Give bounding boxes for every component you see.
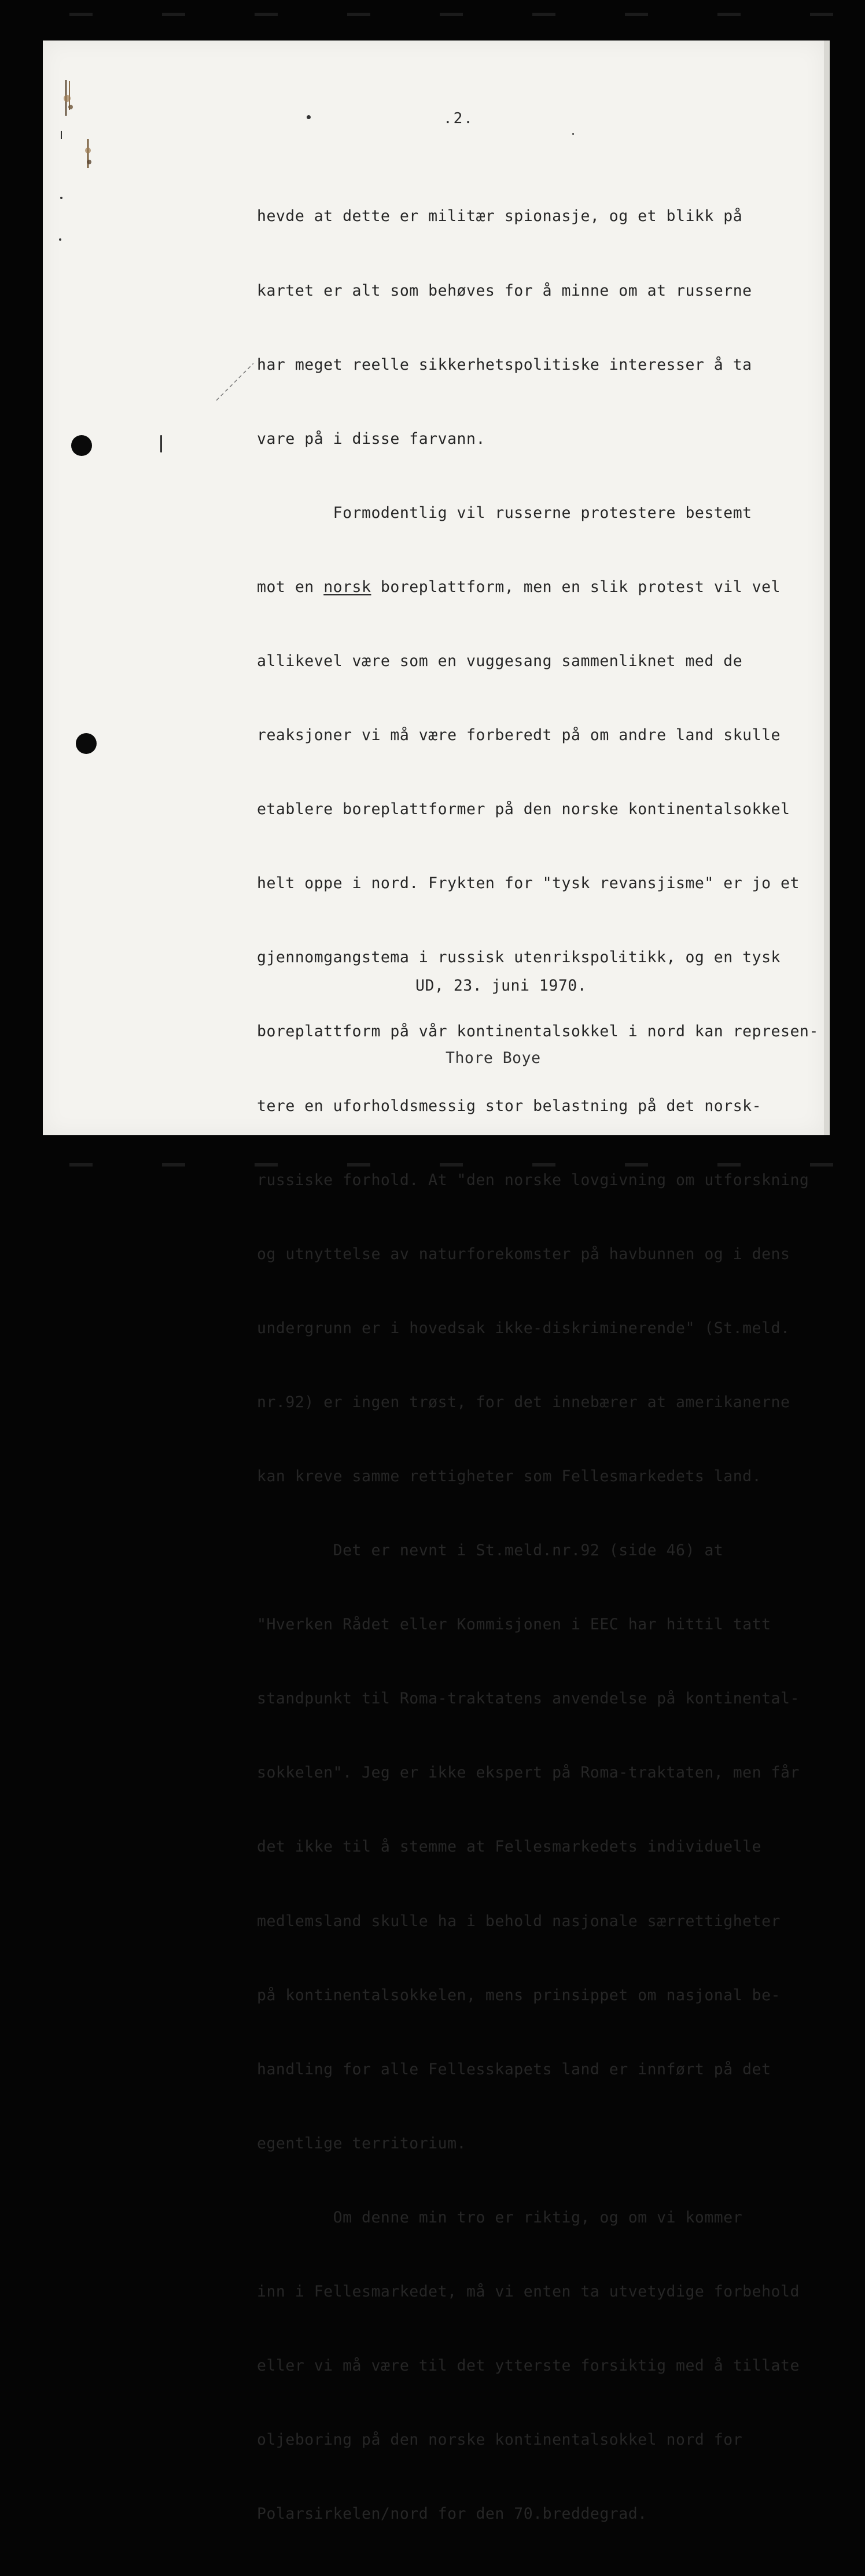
speck [307, 115, 311, 119]
staple-rust-marks [58, 75, 104, 191]
signature: Thore Boye [446, 1049, 541, 1067]
dateline: UD, 23. juni 1970. [415, 977, 587, 995]
text-line: hevde at dette er militær spionasje, og et blikk på [257, 207, 743, 226]
text-line: Om denne min tro er riktig, og om vi kommer [257, 2208, 743, 2227]
text-line: Formodentlig vil russerne protestere bestemt [257, 503, 752, 522]
text-line: sokkelen". Jeg er ikke ekspert på Roma-traktaten, men får [257, 1764, 800, 1782]
text-line: boreplattform på vår kontinentalsokkel i nord kan represen- [257, 1022, 819, 1041]
text-line: eller vi må være til det ytterste forsiktig med å tillate [257, 2357, 800, 2375]
text-line: "Hverken Rådet eller Kommisjonen i EEC har hittil tatt [257, 1615, 771, 1634]
text-line: inn i Fellesmarkedet, må vi enten ta utvetydige forbehold [257, 2283, 800, 2301]
text-line: russiske forhold. At "den norske lovgivning om utforskning [257, 1171, 809, 1189]
text-line: og utnyttelse av naturforekomster på havbunnen og i dens [257, 1245, 790, 1263]
text-line: standpunkt til Roma-traktatens anvendelse på kontinental- [257, 1690, 800, 1708]
text-line: kartet er alt som behøves for å minne om at russerne [257, 281, 752, 300]
text-line: har meget reelle sikkerhetspolitiske interesser å ta [257, 355, 752, 374]
speck [160, 435, 162, 452]
text-line: kan kreve samme rettigheter som Fellesmarkedets land. [257, 1467, 762, 1485]
text-line-with-underline [257, 575, 824, 600]
text-line: medlemsland skulle ha i behold nasjonale særrettigheter [257, 1912, 781, 1930]
text-fragment: mot en [257, 577, 324, 596]
speck [572, 133, 574, 135]
text-line: tere en uforholdsmessig stor belastning på det norsk- [257, 1096, 762, 1115]
pencil-mark [213, 359, 259, 405]
text-line: nr.92) er ingen trøst, for det innebærer at amerikanerne [257, 1393, 790, 1411]
film-edge-top [35, 13, 833, 16]
text-line: på kontinentalsokkelen, mens prinsippet om nasjonal be- [257, 1986, 781, 2004]
text-line: helt oppe i nord. Frykten for "tysk revansjisme" er jo et [257, 874, 800, 893]
text-line: Det er nevnt i St.meld.nr.92 (side 46) at [257, 1541, 724, 1560]
speck [60, 197, 62, 199]
text-line: gjennomgangstema i russisk utenrikspolitikk, og en tysk [257, 948, 781, 967]
text-line: etablere boreplattformer på den norske kontinentalsokkel [257, 800, 790, 819]
speck [59, 238, 61, 241]
page-number: .2. [443, 110, 474, 127]
text-line: handling for alle Fellesskapets land er innført på det [257, 2060, 771, 2078]
text-line: Polarsirkelen/nord for den 70.breddegrad. [257, 2505, 647, 2523]
text-line: oljeboring på den norske kontinentalsokkel nord for [257, 2431, 743, 2449]
text-line: undergrunn er i hovedsak ikke-diskriminerende" (St.meld. [257, 1319, 790, 1337]
underlined-word: norsk [323, 577, 371, 596]
body-text [257, 155, 824, 2576]
punch-hole-upper [71, 435, 92, 456]
text-line: vare på i disse farvann. [257, 429, 485, 448]
punch-hole-lower [76, 733, 97, 754]
text-line: egentlige territorium. [257, 2134, 466, 2152]
text-line: reaksjoner vi må være forberedt på om andre land skulle [257, 726, 781, 745]
text-fragment: boreplattform, men en slik protest vil vel [371, 577, 781, 596]
page-edge-strip [824, 41, 830, 1135]
text-line: allikevel være som en vuggesang sammenliknet med de [257, 652, 743, 670]
text-line: det ikke til å stemme at Fellesmarkedets individuelle [257, 1838, 762, 1856]
